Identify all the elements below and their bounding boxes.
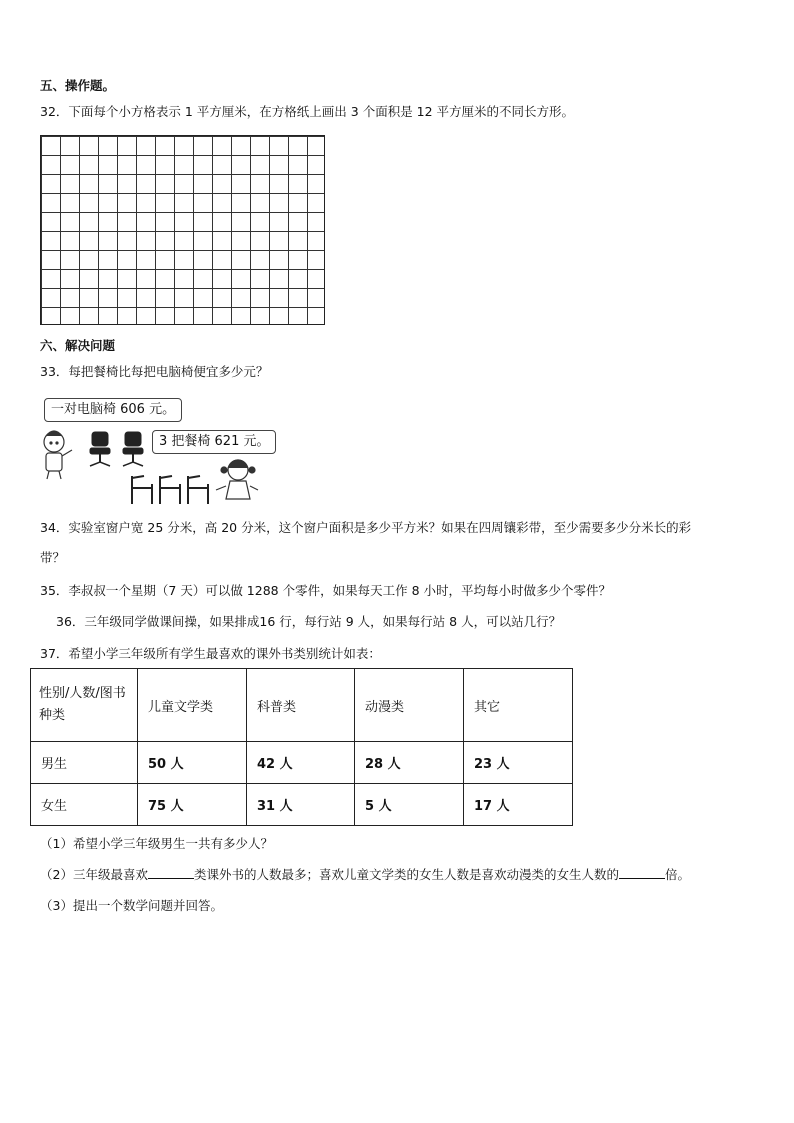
corner-header-line-2: 种类 bbox=[39, 708, 66, 723]
chairs-drawing bbox=[40, 396, 280, 508]
section-6-title: 六、解决问题 bbox=[40, 338, 116, 353]
dining-chair-icon bbox=[160, 476, 180, 504]
column-header: 其它 bbox=[464, 669, 573, 742]
column-header: 动漫类 bbox=[355, 669, 464, 742]
question-32: 32．下面每个小方格表示 1 平方厘米，在方格纸上画出 3 个面积是 12 平方厘米的不同长方形。 bbox=[40, 104, 575, 119]
table-cell: 42 人 bbox=[247, 742, 355, 784]
table-cell: 17 人 bbox=[464, 784, 573, 826]
column-header: 科普类 bbox=[247, 669, 355, 742]
square-grid-paper[interactable] bbox=[40, 135, 325, 325]
boy-figure-icon bbox=[44, 431, 72, 479]
dining-chair-icon bbox=[132, 476, 152, 504]
row-label: 女生 bbox=[31, 784, 138, 826]
sub-2-text-c: 倍。 bbox=[664, 867, 690, 882]
table-cell: 23 人 bbox=[464, 742, 573, 784]
book-preference-table bbox=[30, 668, 573, 826]
table-cell: 31 人 bbox=[247, 784, 355, 826]
table-header-row bbox=[31, 669, 573, 742]
table-row bbox=[31, 742, 573, 784]
table-row bbox=[31, 784, 573, 826]
question-37-sub-1: （1）希望小学三年级男生一共有多少人？ bbox=[40, 836, 273, 851]
question-36: 36．三年级同学做课间操，如果排成16 行，每行站 9 人，如果每行站 8 人，可以站几行？ bbox=[56, 614, 562, 629]
question-34-line-2: 带？ bbox=[40, 550, 66, 565]
speech-bubble-dining-chairs: 3 把餐椅 621 元。 bbox=[152, 430, 276, 454]
question-37-intro: 37．希望小学三年级所有学生最喜欢的课外书类别统计如表： bbox=[40, 646, 381, 661]
sub-2-text-a: （2）三年级最喜欢 bbox=[40, 867, 148, 882]
sub-2-text-b: 类课外书的人数最多；喜欢儿童文学类的女生人数是喜欢动漫类的女生人数的 bbox=[193, 867, 619, 882]
column-header: 儿童文学类 bbox=[138, 669, 247, 742]
girl-figure-icon bbox=[216, 460, 258, 499]
answer-blank-category[interactable] bbox=[148, 866, 194, 879]
table-cell: 5 人 bbox=[355, 784, 464, 826]
row-label: 男生 bbox=[31, 742, 138, 784]
computer-chair-icon bbox=[123, 432, 143, 466]
dining-chair-icon bbox=[188, 476, 208, 504]
question-33: 33．每把餐椅比每把电脑椅便宜多少元？ bbox=[40, 364, 269, 379]
computer-chair-icon bbox=[90, 432, 110, 466]
question-37-sub-3: （3）提出一个数学问题并回答。 bbox=[40, 898, 223, 913]
corner-header-line-1: 性别/人数/图书 bbox=[39, 686, 126, 701]
question-37-sub-2 bbox=[40, 866, 690, 883]
question-35: 35．李叔叔一个星期（7 天）可以做 1288 个零件，如果每天工作 8 小时，平均每小时做多少个零件？ bbox=[40, 583, 611, 598]
speech-bubble-computer-chairs: 一对电脑椅 606 元。 bbox=[44, 398, 182, 422]
section-5-title: 五、操作题。 bbox=[40, 78, 116, 93]
table-cell: 50 人 bbox=[138, 742, 247, 784]
answer-blank-multiple[interactable] bbox=[619, 866, 665, 879]
table-cell: 75 人 bbox=[138, 784, 247, 826]
table-cell: 28 人 bbox=[355, 742, 464, 784]
question-34-line-1: 34．实验室窗户宽 25 分米，高 20 分米，这个窗户面积是多少平方米？如果在四周镶彩带，至少需要多少分米长的彩 bbox=[40, 520, 692, 535]
table-corner-header bbox=[31, 669, 138, 742]
chairs-illustration bbox=[40, 396, 280, 508]
